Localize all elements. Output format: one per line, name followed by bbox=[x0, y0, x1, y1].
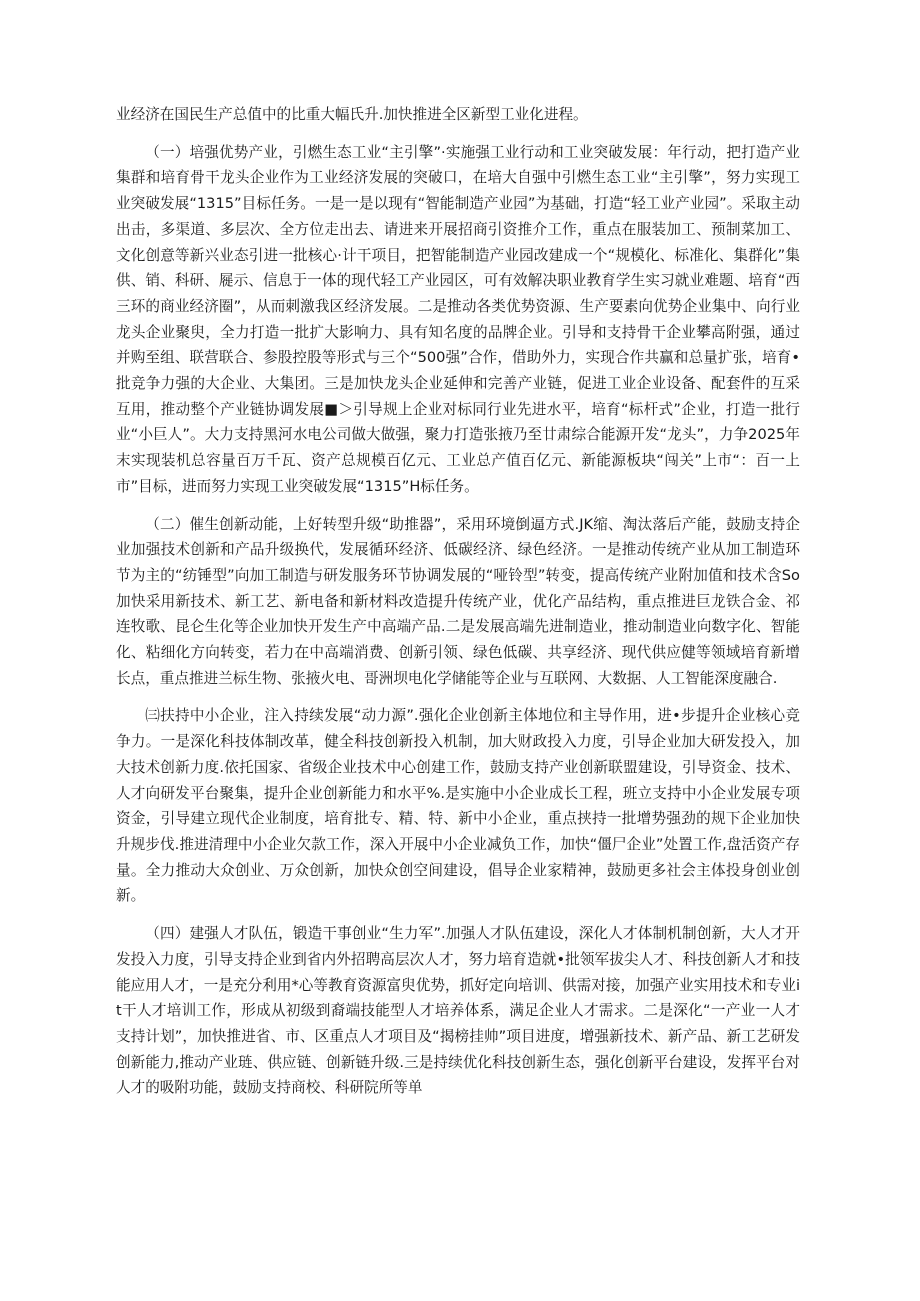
paragraph-section-1: （一）培强优势产业，引燃生态工业“主引擎”·实施强工业行动和工业突破发展：年行动，把打造产业集群和培育骨干龙头企业作为工业经济发展的突破口，在培大自强中引燃生态工业“主引擎”，努力实现工业突破发展“1315”目标任务。一是一是以现有“智能制造产业园”为基础，打造“轻工业产业园”。采取主动出击，多渠道、多层次、全方位走出去、请进来开展招商引资推介工作，重点在服装加工、预制菜加工、文化创意等新兴业态引进一批核心·计干项目，把智能制造产业园改建成一个“规模化、标准化、集群化”集供、销、科研、屣示、信息于一体的现代轻工产业园区，可有效解决职业教育学生实习就业难题、培育“西三环的商业经济圈”，从而刺激我区经济发展。二是推动各类优势资源、生产要素向优势企业集中、向行业龙头企业聚臾，全力打造一批扩大影响力、具有知名度的品牌企业。引导和支持骨干企业攀高附强，通过并购至组、联营联合、参股控股等形式与三个“500强”合作，借助外力，实现合作共赢和总量扩张，培育•批竞争力强的大企业、大集团。三是加快龙头企业延伸和完善产业链，促进工业企业设备、配套件的互采互用，推动整个产业链协调发展■＞引导规上企业对标同行业先进水平，培育“标杆式”企业，打造一批行业“小巨人”。大力支持黑河水电公司做大做强，聚力打造张掖乃至廿肃综合能源开发“龙头”，力争2025年末实现装机总容量百万千瓦、资产总规模百亿元、工业总产值百亿元、新能源板块“闯关”上市“：百一上市”目标，进而努力实现工业突破发展“1315”H标任务。 bbox=[116, 143, 800, 495]
paragraph-section-2: （二）催生创新动能，上好转型升级“助推器”，采用环境倒逼方式.JK缩、淘汰落后产能，鼓励支持企业加强技术创新和产品升级换代，发展循环经济、低碳经济、绿色经济。一是推动传统产业从加工制造环节为主的“纺锤型”向加工制造与研发服务环节协调发展的“哑铃型”转变，提高传统产业附加值和技术含So加快采用新技术、新工艺、新电备和新材料改造提升传统产业，优化产品结构，重点推进巨龙铁合金、祁连牧歌、昆仑生化等企业加快开发生产中高端产品.二是发展高端先进制造业，推动制造业向数字化、智能化、粘细化方向转变，若力在中高端消费、创新引领、绿色低碳、共享经济、现代供应健等领域培育新增长点，重点推进兰标生物、张掖火电、哥洲坝电化学储能等企业与互联网、大数据、人工智能深度融合. bbox=[116, 515, 800, 687]
paragraph-intro: 业经济在国民生产总值中的比重大幅氏升.加快推进全区新型工业化进程。 bbox=[116, 106, 588, 123]
document-body bbox=[116, 102, 800, 1113]
paragraph-section-4: （四）建强人才队伍，锻造干事创业“生力军”.加强人才队伍建设，深化人才体制机制创新，大人才开发投入力度，引导支持企业到省内外招聘高层次人才，努力培育造就•批领军拔尖人才、科技创新人才和技能应用人才，一是充分利用*心等教育资源富臾优势，抓好定向培训、供需对接，加强产业实用技术和专业it干人才培训工作，形成从初级到裔端技能型人才培养体系，满足企业人才需求。二是深化“一产业一人才支持计划”，加快推进省、市、区重点人才项目及“揭榜挂帅”项目进度，增强新技术、新产品、新工艺研发创新能力,推动产业琏、供应链、创新链升级.三是持续优化科技创新生态，强化创新平台建设，发挥平台对人才的吸附功能，鼓励支持商校、科研院所等单 bbox=[116, 925, 800, 1097]
paragraph-section-3: ㈢扶持中小企业，注入持续发展“动力源”.强化企业创新主体地位和主导作用，进•步提升企业核心竞争力。一是深化科技体制改革，健全科技创新投入机制，加大财政投入力度，引导企业加大研发投入，加大技术创新力度.依托国家、省级企业技术中心创建工作，鼓励支持产业创新联盟建设，引导资金、技术、人才向研发平台聚集，提升企业创新能力和水平%.是实施中小企业成长工程，班立支持中小企业发展专项资金，引导建立现代企业制度，培育批专、精、特、新中小企业，重点挟持一批增势强劲的规下企业加快升规步伐.推进清理中小企业欠款工作，深入开展中小企业减负工作，加快“僵尸企业”处置工作,盘活资产存量。全力推动大众创业、万众创新，加快众创空间建设，倡导企业家精神，鼓励更多社会主体投身创业创新。 bbox=[116, 707, 800, 905]
